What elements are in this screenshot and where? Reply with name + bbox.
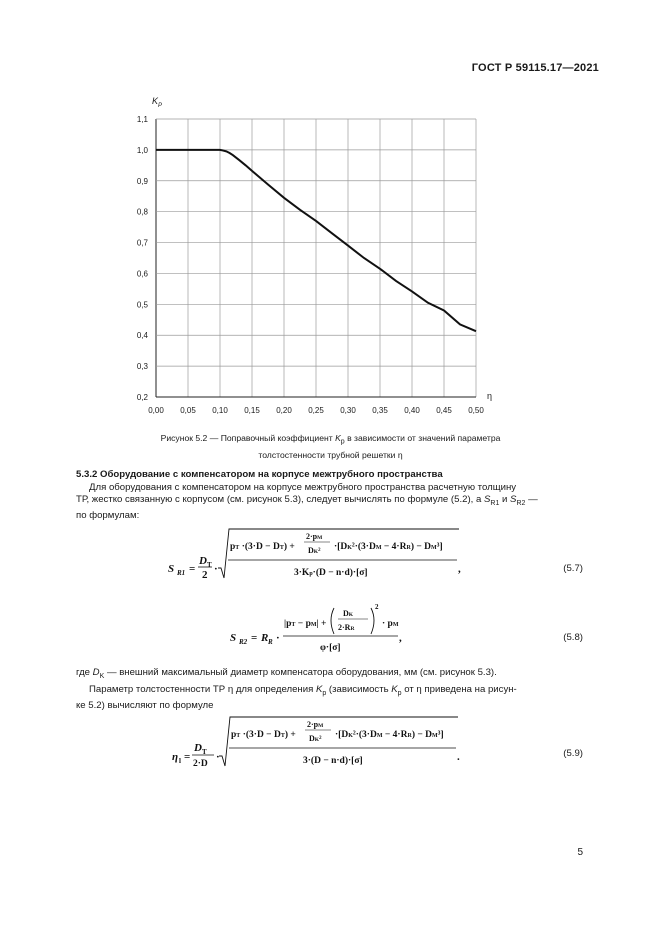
x-tick-label: 0,45 bbox=[436, 406, 452, 415]
svg-text:2·D: 2·D bbox=[193, 759, 208, 769]
paragraph-intro: Для оборудования с компенсатором на корпусе межтрубного пространства расчетную толщину ТР, жестко связанную с корпусом (см. рисунок 5.3), следует вычислять по формуле (5.2), а $S_{R1}$ и $S_{R2}$ — по формулам: bbox=[76, 482, 538, 522]
svg-text:· pM: · pM bbox=[382, 619, 399, 629]
svg-text:·: · bbox=[276, 632, 280, 644]
svg-text:DK²: DK² bbox=[309, 734, 322, 743]
svg-text:3·(D − n·d)·[σ]: 3·(D − n·d)·[σ] bbox=[303, 756, 363, 766]
chart-tick-labels bbox=[137, 115, 484, 415]
y-axis-label: $K_P$ bbox=[152, 96, 163, 109]
svg-text:S: S bbox=[168, 563, 175, 575]
svg-text:T: T bbox=[202, 748, 207, 756]
svg-text:pT ·(3·D − DT) +: pT ·(3·D − DT) + bbox=[230, 542, 295, 552]
svg-text:D: D bbox=[194, 742, 202, 754]
svg-text:=: = bbox=[189, 563, 196, 575]
svg-text:=: = bbox=[251, 632, 258, 644]
svg-text:.: . bbox=[457, 751, 460, 763]
equation-number-5-8: (5.8) bbox=[563, 632, 583, 643]
x-tick-label: 0,00 bbox=[148, 406, 164, 415]
equation-number-5-7: (5.7) bbox=[563, 563, 583, 574]
x-tick-label: 0,50 bbox=[468, 406, 484, 415]
x-tick-label: 0,35 bbox=[372, 406, 388, 415]
svg-text:η: η bbox=[172, 751, 179, 763]
svg-text:DK: DK bbox=[343, 609, 354, 618]
svg-text:2: 2 bbox=[202, 569, 208, 581]
svg-text:R2: R2 bbox=[239, 638, 248, 646]
y-tick-label: 0,9 bbox=[136, 176, 148, 186]
svg-text:pT ·(3·D − DT) +: pT ·(3·D − DT) + bbox=[231, 730, 296, 740]
section-title: 5.3.2 Оборудование с компенсатором на корпусе межтрубного пространства bbox=[76, 469, 443, 480]
svg-text:2·pM: 2·pM bbox=[307, 720, 324, 729]
x-tick-label: 0,05 bbox=[180, 406, 196, 415]
svg-text:=: = bbox=[184, 751, 191, 763]
svg-text:2·pM: 2·pM bbox=[306, 532, 323, 541]
x-tick-label: 0,30 bbox=[340, 406, 356, 415]
y-tick-label: 0,7 bbox=[136, 238, 148, 248]
svg-text:·[DK²·(3·DM − 4·RR) − DM³]: ·[DK²·(3·DM − 4·RR) − DM³] bbox=[335, 730, 444, 740]
x-tick-label: 0,15 bbox=[244, 406, 260, 415]
kp-eta-chart bbox=[0, 0, 661, 420]
paragraph-dk-definition: где $D_K$ — внешний максимальный диаметр компенсатора оборудования, мм (см. рисунок 5.3). bbox=[76, 667, 497, 680]
page-number: 5 bbox=[577, 847, 583, 858]
svg-text:DK²: DK² bbox=[308, 546, 321, 555]
chart-grid bbox=[156, 119, 476, 397]
x-axis-label: η bbox=[487, 391, 493, 401]
svg-text:·[DK²·(3·DM − 4·RR) − DM³]: ·[DK²·(3·DM − 4·RR) − DM³] bbox=[334, 542, 443, 552]
y-tick-label: 1,1 bbox=[136, 115, 148, 124]
svg-text:D: D bbox=[199, 555, 207, 567]
svg-text:T: T bbox=[207, 561, 212, 569]
x-tick-label: 0,20 bbox=[276, 406, 292, 415]
svg-text:R1: R1 bbox=[177, 569, 186, 577]
svg-text:·: · bbox=[214, 563, 218, 575]
svg-text:·: · bbox=[216, 751, 220, 763]
equation-number-5-9: (5.9) bbox=[563, 748, 583, 759]
svg-text:R: R bbox=[261, 632, 269, 644]
svg-text:3·Kp·(D − n·d)·[σ]: 3·Kp·(D − n·d)·[σ] bbox=[294, 568, 368, 578]
y-tick-label: 0,6 bbox=[136, 269, 148, 279]
y-tick-label: 0,8 bbox=[136, 207, 148, 217]
svg-text:l: l bbox=[179, 757, 181, 765]
y-tick-label: 0,4 bbox=[136, 331, 148, 341]
document-header: ГОСТ Р 59115.17—2021 bbox=[471, 62, 599, 74]
svg-text:,: , bbox=[458, 563, 461, 575]
x-tick-label: 0,10 bbox=[212, 406, 228, 415]
svg-text:,: , bbox=[399, 632, 402, 644]
y-tick-label: 0,3 bbox=[136, 362, 148, 372]
paragraph-thickness-parameter: Параметр толстостенности ТР η для определения $K_p$ (зависимость $K_p$ от η приведена на рисун- ке 5.2) вычисляют по формуле bbox=[76, 684, 517, 712]
svg-text:2: 2 bbox=[375, 603, 379, 611]
y-tick-label: 0,5 bbox=[136, 300, 148, 310]
x-tick-label: 0,40 bbox=[404, 406, 420, 415]
svg-text:R: R bbox=[268, 638, 273, 646]
svg-text:S: S bbox=[230, 632, 237, 644]
svg-text:φ·[σ]: φ·[σ] bbox=[320, 643, 341, 653]
y-tick-label: 0,2 bbox=[136, 393, 148, 402]
y-tick-label: 1,0 bbox=[136, 145, 148, 155]
svg-text:|pT − pM| +: |pT − pM| + bbox=[284, 619, 327, 629]
figure-caption: Рисунок 5.2 — Поправочный коэффициент $K_p$ в зависимости от значений параметра толстостенности трубной решетки η bbox=[160, 433, 501, 460]
x-tick-label: 0,25 bbox=[308, 406, 324, 415]
svg-text:2·RR: 2·RR bbox=[338, 623, 355, 632]
